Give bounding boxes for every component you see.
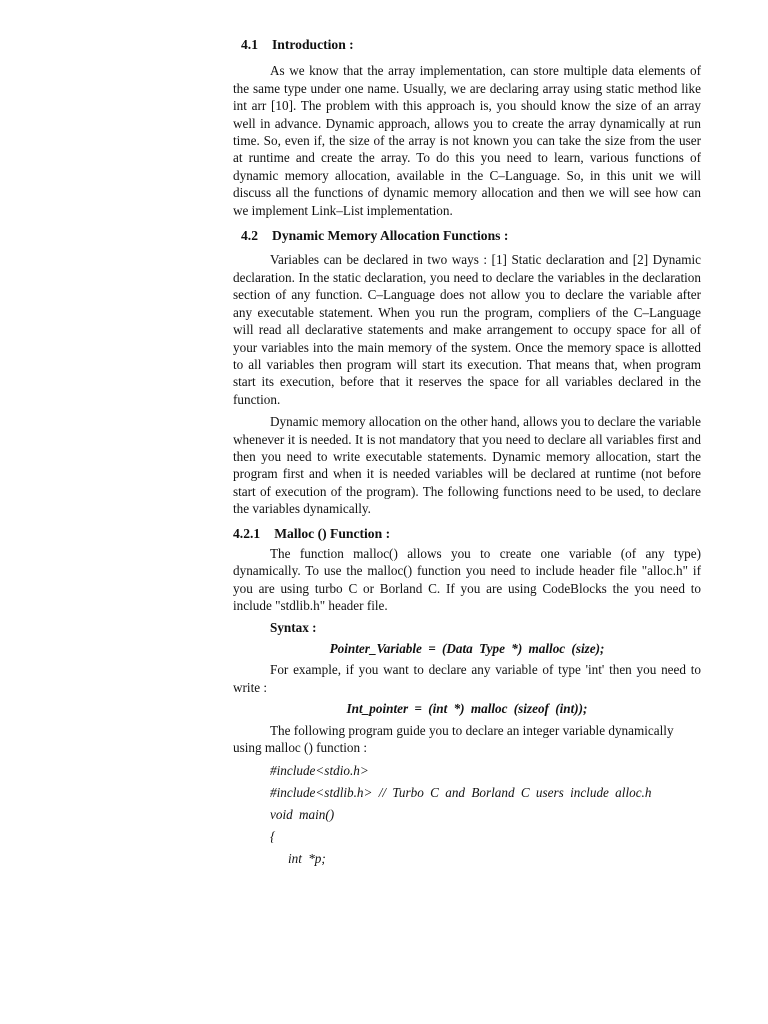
section-heading-4-2-1	[233, 525, 701, 542]
code-line: {	[270, 829, 276, 845]
intro-paragraph: As we know that the array implementation, can store multiple data elements of the same type under one name. Usually, we are declaring array using static method like int arr [10]. The problem with this approach is, you should know the size of an array well in advance. Dynamic approach, allows you to create the array dynamically at run time. So, even if, the size of the array is not known you can take the size from the user at runtime and create the array. To do this you need to learn, various functions of dynamic memory allocation, available in the C–Language. So, in this unit we will discuss all the functions of dynamic memory allocation and then we will see how can we implement Link–List implementation.	[233, 63, 701, 218]
code-line: #include<stdlib.h> // Turbo C and Borland C users include alloc.h	[270, 785, 652, 801]
section-title: Introduction :	[272, 37, 354, 52]
section-title: Dynamic Memory Allocation Functions :	[272, 228, 509, 244]
code-line: int *p;	[288, 851, 326, 867]
section-heading-4-1	[233, 36, 701, 53]
dma-paragraph-1: Variables can be declared in two ways : [1] Static declaration and [2] Dynamic declaration. In the static declaration, you need to declare the variables in the declaration section of any function. C–Language does not allow you to declare the variable after any executable statement. When you run the program, compliers of the C–Language will read all declarative statements and make arrangement to occupy space for all of your variables into the main memory of the system. Once the memory space is allotted to all variables then program will start its execution. That means that, when program start its execution, before that it reserves the space for all variables declared in the function.	[233, 252, 701, 407]
code-block	[270, 760, 701, 870]
section-number: 4.2.1	[233, 525, 261, 541]
syntax-label: Syntax :	[270, 619, 317, 635]
section-title: Malloc () Function :	[274, 525, 391, 541]
dma-paragraph-2: Dynamic memory allocation on the other hand, allows you to declare the variable whenever it is needed. It is not mandatory that you need to declare all variables first and then you need to write executable statements. Dynamic memory allocation, start the program first and when it is needed variables will be declared at runtime (not before start of execution of the program). The following functions need to be used, to declare the variables dynamically.	[233, 414, 701, 517]
section-number: 4.2	[241, 228, 258, 244]
code-line: void main()	[270, 807, 335, 823]
malloc-paragraph: The function malloc() allows you to create one variable (of any type) dynamically. To use the malloc() function you need to include header file "alloc.h" if you are using turbo C or Borland C. If you are using CodeBlocks the you need to include "stdlib.h" header file.	[233, 545, 701, 614]
section-number: 4.1	[241, 37, 258, 52]
program-intro-paragraph: The following program guide you to declare an integer variable dynamically using malloc () function :	[233, 722, 674, 756]
section-heading-4-2	[233, 227, 701, 244]
example-code: Int_pointer = (int *) malloc (sizeof (int));	[346, 701, 588, 717]
document-page	[233, 36, 701, 870]
code-line: #include<stdio.h>	[270, 763, 369, 779]
example-paragraph: For example, if you want to declare any variable of type 'int' then you need to write :	[233, 662, 701, 695]
syntax-formula: Pointer_Variable = (Data Type *) malloc (size);	[329, 641, 605, 656]
